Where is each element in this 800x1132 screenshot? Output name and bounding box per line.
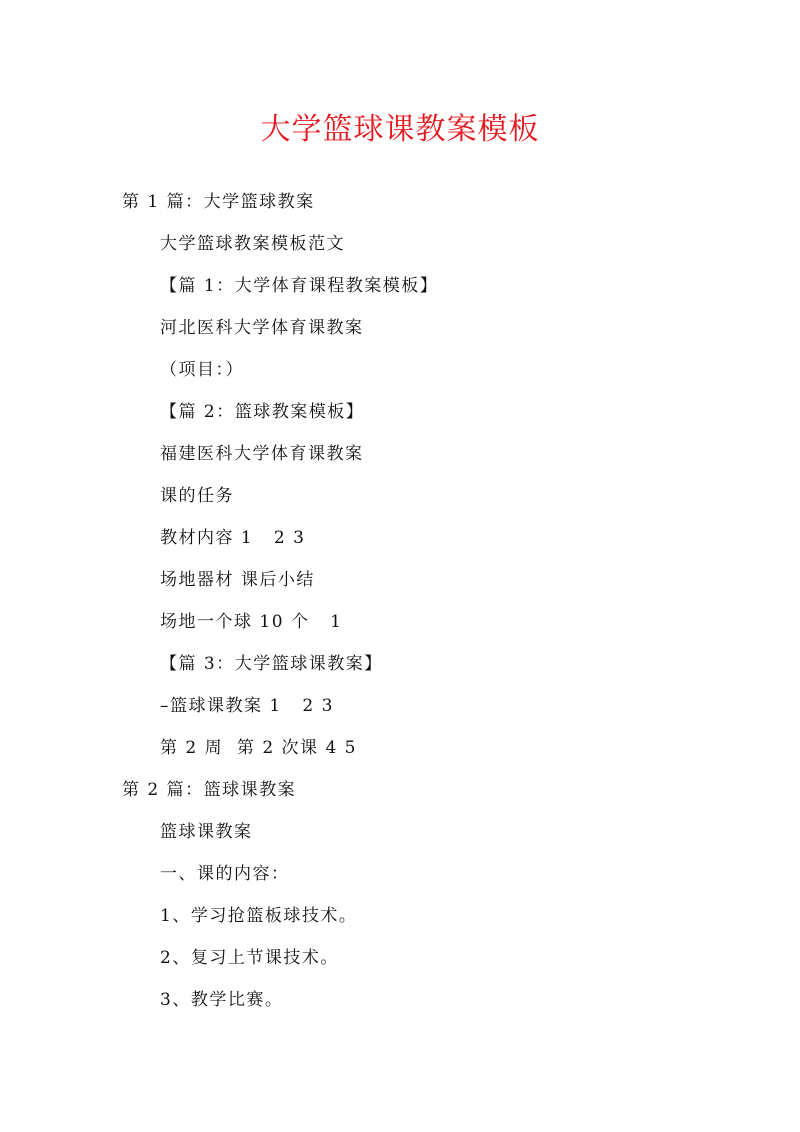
list-item: 3、教学比赛。: [160, 990, 284, 1010]
subsection-heading: 【篇 1：大学体育课程教案模板】: [160, 276, 439, 296]
paragraph-line: 场地器材 课后小结: [160, 570, 315, 590]
paragraph-line: 河北医科大学体育课教案: [160, 318, 364, 338]
subsection-heading: 【篇 2：篮球教案模板】: [160, 402, 365, 422]
document-title: 大学篮球课教案模板: [260, 112, 540, 147]
paragraph-line: 教材内容 1 2 3: [160, 528, 306, 548]
paragraph-line: 第 2 周 第 2 次课 4 5: [160, 738, 357, 758]
paragraph-line: 课的任务: [160, 486, 234, 506]
paragraph-line: –篮球课教案 1 2 3: [160, 696, 334, 716]
section-heading-2: 第 2 篇：篮球课教案: [122, 780, 297, 800]
paragraph-line: 福建医科大学体育课教案: [160, 444, 364, 464]
paragraph-line: 篮球课教案: [160, 822, 253, 842]
list-item: 1、学习抢篮板球技术。: [160, 906, 358, 926]
paragraph-line: 大学篮球教案模板范文: [160, 234, 345, 254]
paragraph-line: （项目：）: [160, 360, 244, 380]
paragraph-line: 场地一个球 10 个 1: [160, 612, 343, 632]
paragraph-line: 一、课的内容：: [160, 864, 290, 884]
subsection-heading: 【篇 3：大学篮球课教案】: [160, 654, 383, 674]
section-heading-1: 第 1 篇：大学篮球教案: [122, 192, 315, 212]
list-item: 2、复习上节课技术。: [160, 948, 339, 968]
